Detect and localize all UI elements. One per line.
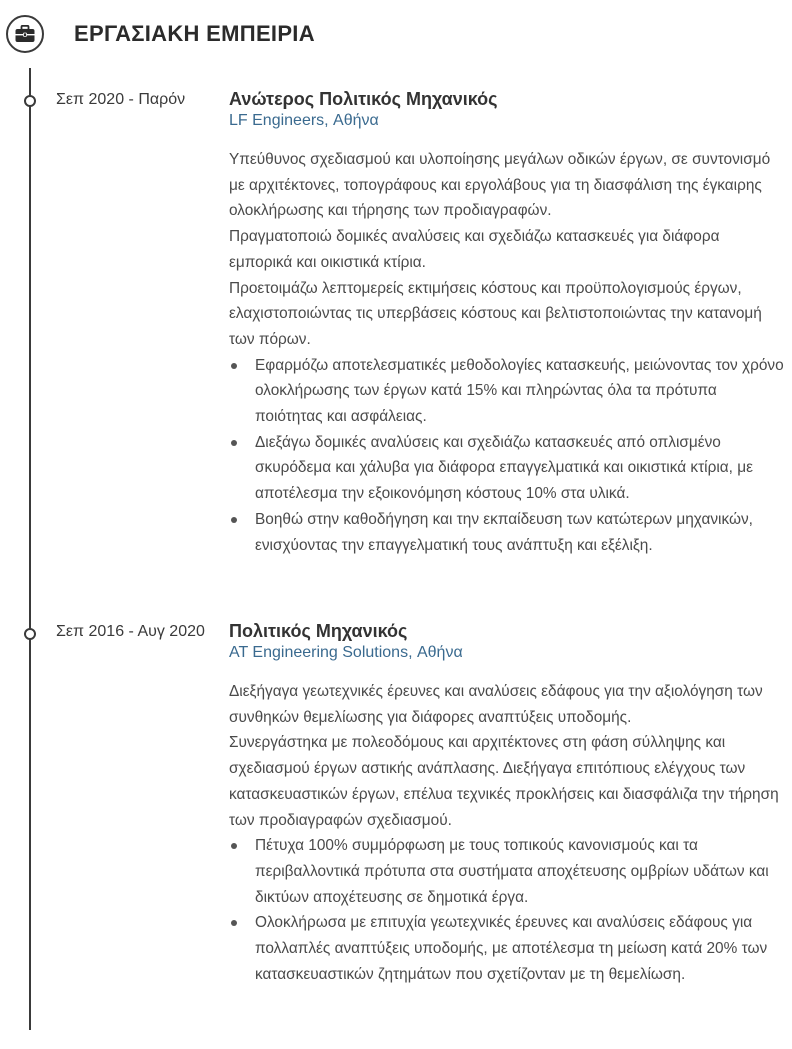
job-company: LF Engineers, Αθήνα: [229, 112, 379, 129]
job-title: Πολιτικός Μηχανικός: [229, 621, 408, 641]
achievement-list: [229, 353, 785, 559]
job-company: AT Engineering Solutions, Αθήνα: [229, 644, 463, 661]
job-title: Ανώτερος Πολιτικός Μηχανικός: [229, 89, 498, 109]
job-paragraph: Υπεύθυνος σχεδιασμού και υλοποίησης μεγάλων οδικών έργων, σε συντονισμό με αρχιτέκτονες, τοπογράφους και εργολάβους για τη διασφάλιση της έγκαιρης ολοκλήρωσης και τήρησης των προδιαγραφών.: [229, 151, 771, 220]
job-date: Σεπ 2020 - Παρόν: [56, 91, 186, 108]
job-description: [229, 679, 785, 987]
achievement-item: Διεξάγω δομικές αναλύσεις και σχεδιάζω κατασκευές από οπλισμένο σκυρόδεμα και χάλυβα για διάφορα επαγγελματικά και οικιστικά κτίρια, με αποτέλεσμα την εξοικονόμηση κόστους 10% στα υλικά.: [229, 430, 785, 507]
job-body: [229, 88, 785, 558]
timeline-dot: [24, 628, 36, 640]
achievement-item: Πέτυχα 100% συμμόρφωση με τους τοπικούς κανονισμούς και τα περιβαλλοντικά πρότυπα στα συστήματα αποχέτευσης ομβρίων υδάτων και δικτύων αποχέτευσης σε δημοτικά έργα.: [229, 833, 785, 910]
timeline-line: [29, 68, 31, 1030]
briefcase-icon: [6, 15, 44, 53]
job-paragraph: Διεξήγαγα γεωτεχνικές έρευνες και αναλύσεις εδάφους για την αξιολόγηση των συνθηκών θεμελίωσης για διάφορες αναπτύξεις υποδομής.: [229, 683, 763, 726]
achievement-item: Βοηθώ στην καθοδήγηση και την εκπαίδευση των κατώτερων μηχανικών, ενισχύοντας την επαγγελματική τους ανάπτυξη και εξέλιξη.: [229, 507, 785, 558]
timeline-dot: [24, 95, 36, 107]
job-paragraph: Προετοιμάζω λεπτομερείς εκτιμήσεις κόστους και προϋπολογισμούς έργων, ελαχιστοποιώντας τις υπερβάσεις κόστους και βελτιστοποιώντας την κατανομή των πόρων.: [229, 279, 762, 348]
job-paragraph: Πραγματοποιώ δομικές αναλύσεις και σχεδιάζω κατασκευές για διάφορα εμπορικά και οικιστικά κτίρια.: [229, 228, 720, 271]
section-header: [6, 12, 315, 56]
section-title: ΕΡΓΑΣΙΑΚΗ ΕΜΠΕΙΡΙΑ: [74, 21, 315, 46]
job-description: [229, 147, 785, 558]
job-date: Σεπ 2016 - Αυγ 2020: [56, 623, 205, 640]
job-body: [229, 620, 785, 987]
job-paragraph: Συνεργάστηκα με πολεοδόμους και αρχιτέκτονες στη φάση σύλληψης και σχεδιασμού έργων αστικής ανάπλασης. Διεξήγαγα επιτόπιους ελέγχους των κατασκευαστικών έργων, επέλυα τεχνικές προκλήσεις και διασφάλιζα την τήρηση των προδιαγραφών σχεδιασμού.: [229, 734, 779, 829]
achievement-item: Εφαρμόζω αποτελεσματικές μεθοδολογίες κατασκευής, μειώνοντας τον χρόνο ολοκλήρωσης των έργων κατά 15% και πληρώντας όλα τα πρότυπα ποιότητας και ασφάλειας.: [229, 353, 785, 430]
achievement-list: [229, 833, 785, 987]
achievement-item: Ολοκλήρωσα με επιτυχία γεωτεχνικές έρευνες και αναλύσεις εδάφους για πολλαπλές αναπτύξεις υποδομής, με αποτέλεσμα τη μείωση κατά 20% των κατασκευαστικών ζητημάτων που σχετίζονταν με τη θεμελίωση.: [229, 910, 785, 987]
